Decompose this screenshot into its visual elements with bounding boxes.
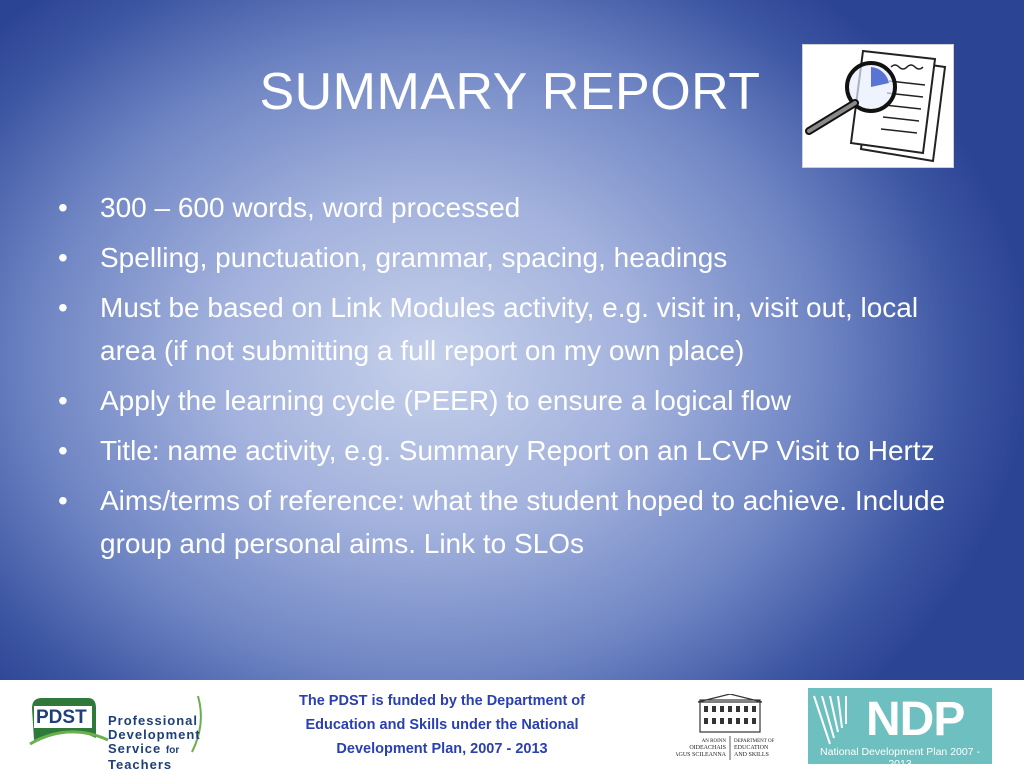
bullet-text: Title: name activity, e.g. Summary Report on an LCVP Visit to Hertz — [100, 435, 935, 466]
list-item — [58, 429, 958, 472]
bullet-text: 300 – 600 words, word processed — [100, 192, 521, 223]
dept-left3: AGUS SCILEANNA — [676, 752, 726, 758]
funding-line2: Education and Skills under the National — [305, 717, 579, 733]
pdst-line3: Service — [108, 741, 162, 756]
pdst-line2: Development — [108, 727, 201, 742]
ndp-caption: National Development Plan 2007 - 2013 — [820, 746, 980, 770]
funding-statement — [262, 689, 622, 761]
bullet-icon: • — [58, 385, 68, 416]
bullet-text: Must be based on Link Modules activity, e.g. visit in, visit out, local area (if not submitting a full report on my own place) — [100, 292, 919, 366]
department-logo — [676, 694, 784, 760]
list-item — [58, 236, 958, 279]
pdst-line3-small: for — [165, 745, 180, 756]
dept-left2: OIDEACHAIS — [689, 745, 726, 751]
dept-right2: EDUCATION — [734, 745, 769, 751]
bullet-icon: • — [58, 192, 68, 223]
list-item — [58, 479, 958, 565]
document-magnifier-icon — [802, 44, 954, 168]
bullet-list — [58, 186, 958, 572]
pdst-abbr: PDST — [36, 707, 87, 728]
ndp-abbr: NDP — [866, 693, 965, 746]
pdst-logo — [28, 694, 213, 772]
bullet-text: Spelling, punctuation, grammar, spacing, headings — [100, 242, 728, 273]
bullet-icon: • — [58, 485, 68, 516]
funding-line3: Development Plan, 2007 - 2013 — [336, 741, 548, 757]
dept-right1: DEPARTMENT OF — [734, 739, 775, 744]
bullet-text: Aims/terms of reference: what the student hoped to achieve. Include group and personal aims. Link to SLOs — [100, 485, 946, 559]
dept-left1: AN ROINN — [701, 739, 726, 744]
ndp-logo — [808, 688, 992, 770]
bullet-icon: • — [58, 435, 68, 466]
list-item — [58, 379, 958, 422]
list-item — [58, 286, 958, 372]
pdst-line3-end: Teachers — [108, 757, 173, 772]
pdst-text — [108, 714, 213, 772]
pdst-line1: Professional — [108, 713, 199, 728]
slide-title: SUMMARY REPORT — [259, 63, 761, 121]
bullet-icon: • — [58, 292, 68, 323]
bullet-icon: • — [58, 242, 68, 273]
footer — [0, 680, 1024, 772]
bullet-text: Apply the learning cycle (PEER) to ensure a logical flow — [100, 385, 792, 416]
funding-line1: The PDST is funded by the Department of — [299, 693, 585, 709]
list-item — [58, 186, 958, 229]
dept-right3: AND SKILLS — [734, 752, 769, 758]
